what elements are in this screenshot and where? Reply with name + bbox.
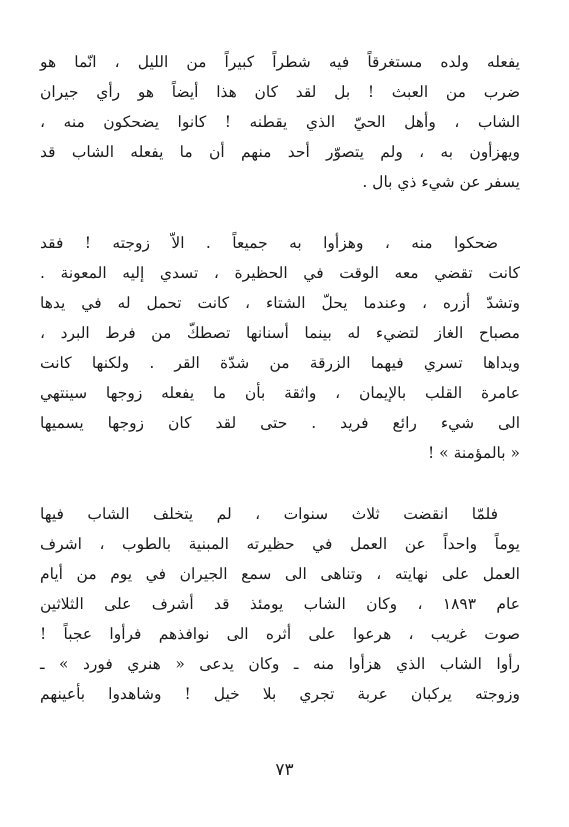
- paragraph-1: [40, 47, 520, 197]
- text-line: الى شيء رائع فريد . حتى لقد كان زوجها يسميها: [40, 414, 520, 432]
- paragraph-3: [40, 499, 520, 709]
- text-line: كانت تقضي معه الوقت في الحظيرة ، تسدي إليه المعونة .: [40, 264, 520, 282]
- text-line: وتشدّ أزره ، وعندما يحلّ الشتاء ، كانت تحمل له في يدها: [40, 294, 520, 312]
- text-line: يسفر عن شيء ذي بال .: [362, 173, 520, 191]
- text-line: ضحكوا منه ، وهزأوا به جميعاً . الاّ زوجته ! فقد: [40, 234, 498, 252]
- text-line: عام ١٨٩٣ ، وكان الشاب يومئذ قد أشرف على الثلاثين: [40, 595, 520, 613]
- text-line: ويهزأون به ، ولم يتصوّر أحد منهم أن ما يفعله الشاب قد: [40, 143, 520, 161]
- text-line: ويداها تسري فيهما الزرقة من شدّة القر . ولكنها كانت: [40, 354, 520, 372]
- text-line: الشاب ، وأهل الحيّ الذي يقطنه ! كانوا يضحكون منه ،: [40, 113, 520, 131]
- text-line: يوماً واحداً عن العمل في حظيرته المبنية بالطوب ، اشرف: [40, 535, 520, 553]
- text-line: وزوجته يركبان عربة تجري بلا خيل ! وشاهدوا بأعينهم: [40, 685, 520, 703]
- text-line: رأوا الشاب الذي هزأوا منه ـ وكان يدعى « هنري فورد » ـ: [40, 655, 520, 673]
- text-line: عامرة القلب بالإيمان ، واثقة بأن ما يفعله زوجها سينتهي: [40, 384, 520, 402]
- text-line: ضرب من العبث ! بل لقد كان هذا أيضاً هو رأي جيران: [40, 83, 520, 101]
- page-number: ٧٣: [275, 760, 294, 780]
- text-line: فلمّا انقضت ثلاث سنوات ، لم يتخلف الشاب فيها: [40, 505, 498, 523]
- text-line: العمل على نهايته ، وتناهى الى سمع الجيران في يوم من أيام: [40, 565, 520, 583]
- text-line: « بالمؤمنة » !: [428, 444, 520, 462]
- paragraph-2: [40, 228, 520, 468]
- text-line: مصباح الغاز لتضيء له بينما أسنانها تصطكّ من فرط البرد ،: [40, 324, 520, 342]
- text-line: يفعله ولده مستغرقاً فيه شطراً كبيراً من الليل ، انّما هو: [40, 53, 520, 71]
- text-line: صوت غريب ، هرعوا على أثره الى نوافذهم فرأوا عجباً !: [40, 625, 520, 643]
